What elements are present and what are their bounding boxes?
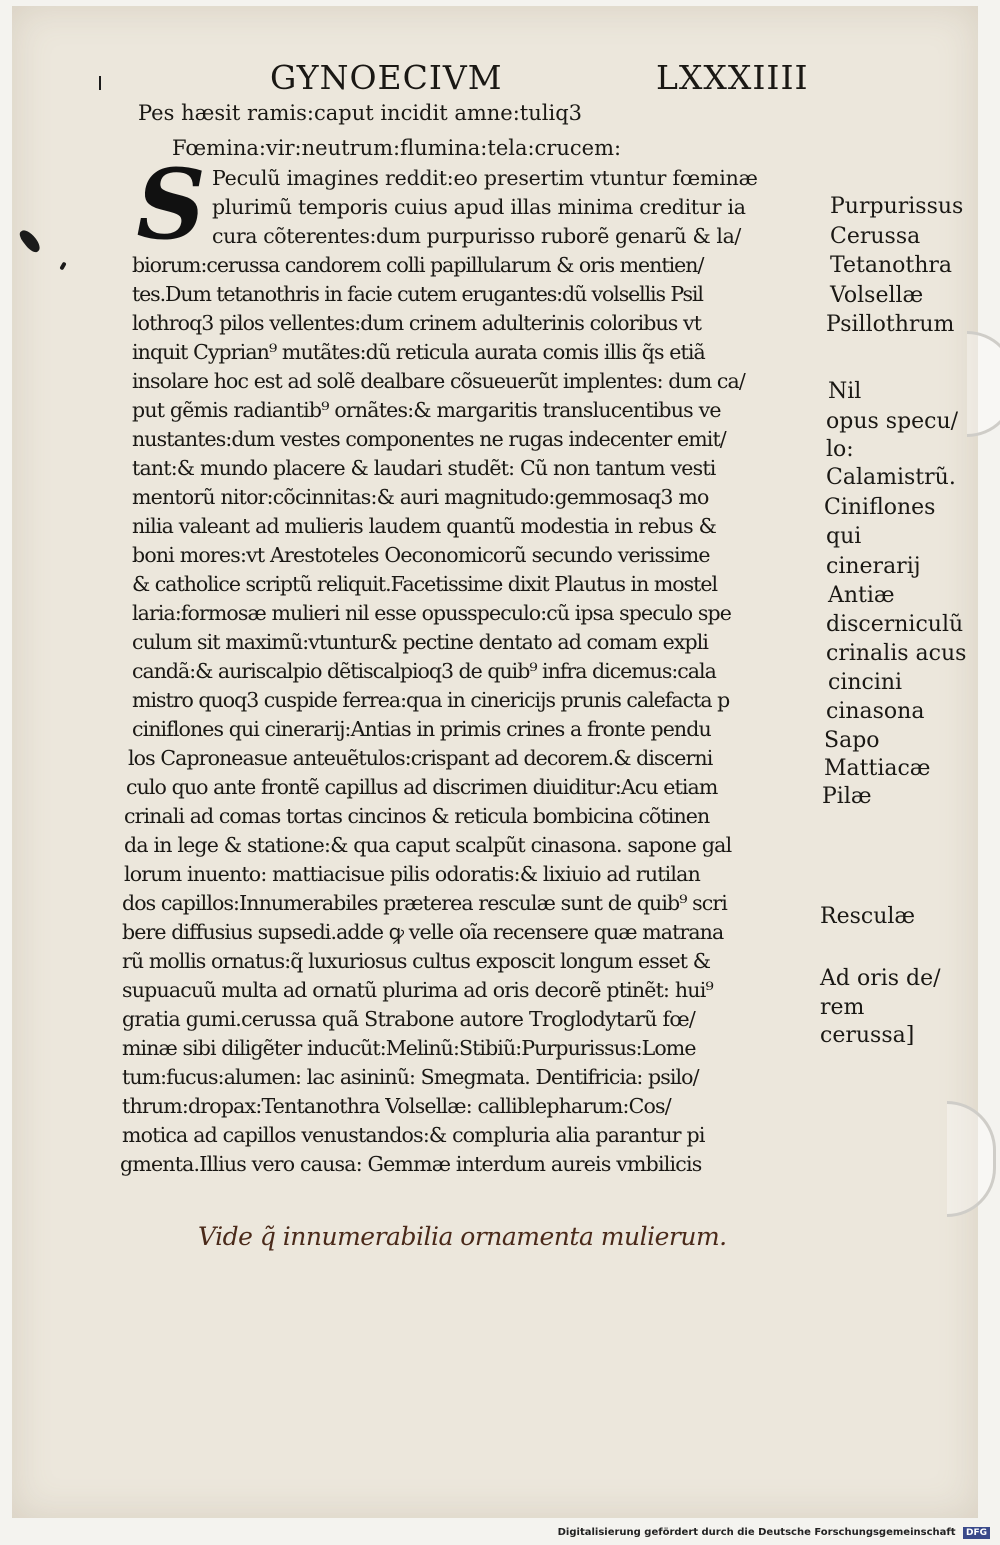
digitization-footer xyxy=(558,1527,990,1539)
text-line: motica ad capillos venustandos:& compluria alia parantur pi xyxy=(122,1123,705,1147)
marginal-note: Volsellæ xyxy=(830,283,924,308)
text-line: mistro quoq3 cuspide ferrea:qua in cinericijs prunis calefacta p xyxy=(132,688,730,712)
decorated-initial: S xyxy=(136,148,206,261)
text-line: culo quo ante frontẽ capillus ad discrimen diuiditur:Acu etiam xyxy=(126,775,718,799)
marginal-note: qui xyxy=(826,524,862,549)
text-line: put gẽmis radiantib⁹ ornãtes:& margaritis translucentibus ve xyxy=(132,398,721,422)
text-line: bere diffusius supsedi.adde ꝙ velle oĩa recensere quæ matrana xyxy=(122,920,724,944)
marginal-note: Psillothrum xyxy=(826,312,955,337)
text-line: insolare hoc est ad solẽ dealbare cõsueuerũt implentes: dum ca/ xyxy=(132,369,745,393)
folio-number: LXXXIIII xyxy=(656,58,809,97)
marginal-note: Purpurissus xyxy=(830,194,964,219)
text-line: mentorũ nitor:cõcinnitas:& auri magnitudo:gemmosaq3 mo xyxy=(132,485,709,509)
text-line: supuacuũ multa ad ornatũ plurima ad oris decorẽ ptinẽt: hui⁹ xyxy=(122,978,713,1002)
text-line: rũ mollis ornatus:q̃ luxuriosus cultus exposcit longum esset & xyxy=(122,949,711,973)
text-line: ciniflones qui cinerarij:Antias in primis crines a fronte pendu xyxy=(132,717,711,741)
text-line: da in lege & statione:& qua caput scalpũt cinasona. sapone gal xyxy=(124,833,732,857)
text-line: dos capillos:Innumerabiles præterea resculæ sunt de quib⁹ scri xyxy=(122,891,727,915)
marginal-note: Pilæ xyxy=(822,784,872,809)
text-line: biorum:cerussa candorem colli papillularum & oris mentien/ xyxy=(132,253,704,277)
verse-line: Fœmina:vir:neutrum:flumina:tela:crucem: xyxy=(172,136,622,160)
text-line: lorum inuento: mattiacisue pilis odoratis:& lixiuio ad rutilan xyxy=(124,862,701,886)
footer-text: Digitalisierung gefördert durch die Deutsche Forschungsgemeinschaft xyxy=(557,1527,956,1538)
marginal-note: Antiæ xyxy=(828,583,895,608)
marginal-note: rem xyxy=(820,995,865,1020)
marginal-note: cinasona xyxy=(826,699,925,724)
text-line: inquit Cyprian⁹ mutãtes:dũ reticula aurata comis illis q̃s etiã xyxy=(132,340,705,364)
text-line: crinali ad comas tortas cincinos & reticula bombicina cõtinen xyxy=(124,804,710,828)
text-line: culum sit maximũ:vtuntur& pectine dentato ad comam expli xyxy=(132,630,709,654)
page-tab-upper xyxy=(967,331,1000,437)
text-line: Peculũ imagines reddit:eo presertim vtuntur fœminæ xyxy=(212,166,758,190)
text-line: tes.Dum tetanothris in facie cutem erugantes:dũ volsellis Psil xyxy=(132,282,703,306)
text-line: nilia valeant ad mulieris laudem quantũ modestia in rebus & xyxy=(132,514,717,538)
text-line: tant:& mundo placere & laudari studẽt: Cũ non tantum vesti xyxy=(132,456,716,480)
marginal-note: lo: xyxy=(826,437,854,462)
running-title: GYNOECIVM xyxy=(270,58,503,97)
marginal-note: Resculæ xyxy=(820,904,916,929)
text-line: thrum:dropax:Tentanothra Volsellæ: calliblepharum:Cos/ xyxy=(122,1094,671,1118)
marginal-note: Ad oris de/ xyxy=(820,966,941,991)
text-line: los Caproneasue anteuẽtulos:crispant ad decorem.& discerni xyxy=(128,746,713,770)
marginal-note: Calamistrũ. xyxy=(826,465,956,490)
marginal-note: crinalis acus xyxy=(826,641,967,666)
marginal-note: cincini xyxy=(828,670,903,695)
text-line: nustantes:dum vestes componentes ne rugas indecenter emit/ xyxy=(132,427,726,451)
text-line: & catholice scriptũ reliquit.Facetissime dixit Plautus in mostel xyxy=(132,572,718,596)
dfg-logo: DFG xyxy=(963,1527,990,1539)
text-line: candã:& auriscalpio dẽtiscalpioq3 de quib⁹ infra dicemus:cala xyxy=(132,659,716,683)
marginal-note: cerussa] xyxy=(820,1023,915,1048)
text-line: gratia gumi.cerussa quã Strabone autore Troglodytarũ fœ/ xyxy=(122,1007,696,1031)
text-line: cura cõterentes:dum purpurisso ruborẽ genarũ & la/ xyxy=(212,224,741,248)
text-line: gmenta.Illius vero causa: Gemmæ interdum aureis vmbilicis xyxy=(120,1152,702,1176)
text-line: minæ sibi diligẽter inducũt:Melinũ:Stibiũ:Purpurissus:Lome xyxy=(122,1036,696,1060)
text-line: laria:formosæ mulieri nil esse opusspeculo:cũ ipsa speculo spe xyxy=(132,601,731,625)
marginal-note: Mattiacæ xyxy=(824,756,931,781)
marginal-note: discerniculũ xyxy=(826,612,964,637)
marginal-note: opus specu/ xyxy=(826,409,959,434)
marginal-note: Cerussa xyxy=(830,224,921,249)
text-line: plurimũ temporis cuius apud illas minima creditur ia xyxy=(212,195,746,219)
handwritten-annotation: Vide q̃ innumerabilia ornamenta mulierum. xyxy=(198,1222,727,1251)
text-line: tum:fucus:alumen: lac asininũ: Smegmata. Dentifricia: psilo/ xyxy=(122,1065,699,1089)
text-line: lothroq3 pilos vellentes:dum crinem adulterinis coloribus vt xyxy=(132,311,702,335)
marginal-note: Nil xyxy=(828,379,862,404)
verse-line: Pes hæsit ramis:caput incidit amne:tuliq3 xyxy=(138,101,582,125)
ink-stroke xyxy=(99,76,101,90)
marginal-note: cinerarij xyxy=(826,554,921,579)
marginal-note: Ciniflones xyxy=(824,495,936,520)
text-line: boni mores:vt Arestoteles Oeconomicorũ secundo verissime xyxy=(132,543,710,567)
marginal-note: Sapo xyxy=(824,728,880,753)
marginal-note: Tetanothra xyxy=(830,253,952,278)
